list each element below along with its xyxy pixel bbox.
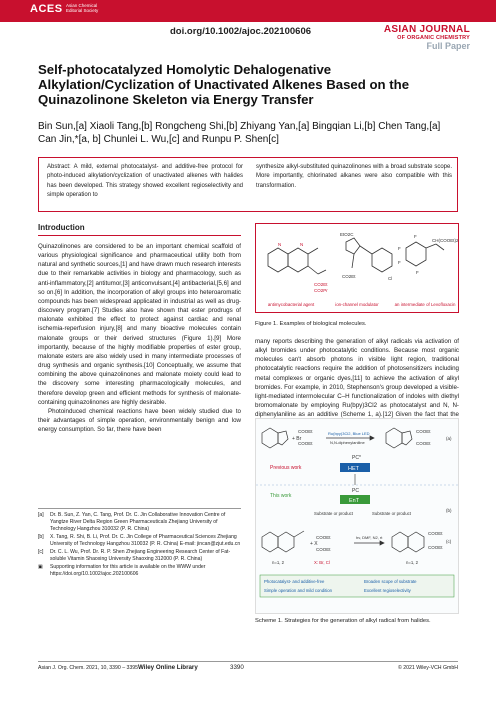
figure-1-caption: Figure 1. Examples of biological molecules.: [255, 321, 367, 327]
molecule-2-drawing: [346, 238, 392, 272]
scheme-ent: EnT: [349, 498, 360, 504]
svg-text:CO2Pr: CO2Pr: [314, 288, 328, 293]
scheme-1-drawing: [256, 419, 458, 613]
svg-text:N: N: [300, 242, 304, 247]
svg-text:COOEt: COOEt: [428, 531, 443, 536]
figure-1-label-3: an intermediate of Levofloxacin: [394, 302, 456, 307]
abstract-text-left: Abstract: A mild, external photocatalyst- and additive-free protocol for photo-induced alkylation/cyclization of unactivated alkenes with halides has been developed. This strategy showed excellent regioselectivity and simple operation to: [47, 164, 243, 199]
scheme-1: [255, 418, 459, 614]
svg-text:+ Br: + Br: [292, 436, 302, 442]
citation-info: Asian J. Org. Chem. 2021, 10, 3390 – 3395: [38, 665, 139, 671]
svg-text:COOEt: COOEt: [416, 429, 431, 434]
scheme-substrate-right: Substrate or product: [372, 511, 411, 516]
scheme-feature-4: Excellent regioselectivity: [364, 588, 411, 593]
svg-text:COOEt: COOEt: [298, 441, 313, 446]
scheme-n-left: n=1, 2: [272, 560, 285, 565]
footnote-item: [c] Dr. C. L. Wu, Prof. Dr. R. P. Shen Zhejiang Engineering Research Center of Fat-soluble Vitamin Shaoxing University Shaoxing 312000 (P. R. China): [38, 549, 231, 562]
scheme-pc: PC: [352, 488, 359, 494]
copyright: © 2021 Wiley-VCH GmbH: [397, 665, 458, 671]
intro-left-column: [38, 242, 241, 434]
figure-1-label-2: ion-channel modulator: [335, 302, 379, 307]
scheme-additive: N,N-diphenylaniline: [330, 440, 365, 445]
molecule-3-drawing: [406, 242, 444, 266]
svg-text:CH(COOEt)2: CH(COOEt)2: [432, 238, 458, 243]
scheme-reagent: Ru(bpy)3Cl2, Blue LED: [328, 431, 370, 436]
journal-title-line1: ASIAN JOURNAL: [383, 24, 470, 35]
affiliation-footnotes: [38, 512, 241, 579]
abstract-box: [38, 157, 458, 212]
molecule-1-drawing: [268, 248, 326, 274]
scheme-feature-1: Photocatalyst- and additive-free: [264, 579, 325, 584]
svg-text:COOEt: COOEt: [428, 545, 443, 550]
article-title: Self-photocatalyzed Homolytic Dehalogenative Alkylation/Cyclization of Unactivated Alkenes Based on the Quinazolinone Skeleton via Energy Transfer: [38, 62, 410, 107]
svg-text:F: F: [398, 246, 401, 251]
svg-text:CO2Et: CO2Et: [314, 282, 328, 287]
scheme-previous-work: Previous work: [270, 465, 302, 471]
scheme-het: HET: [348, 466, 359, 472]
svg-text:F: F: [416, 270, 419, 275]
footnote-item: [b] X. Tang, R. Shi, B. Li, Prof. Dr. C. Jin College of Pharmaceutical Sciences Zhejiang University of Technology Hangzhou 310032 (P. R. China) E-mail: jincan@zjut.edu.cn: [38, 534, 241, 547]
scheme-feature-2: Simple operation and mild condition: [264, 588, 333, 593]
supporting-info-note[interactable]: ▣ Supporting information for this article is available on the WWW under https://doi.org/10.1002/ajoc.202100606: [38, 564, 206, 577]
footnote-divider: [38, 508, 241, 509]
scheme-tag-b: (b): [446, 508, 452, 513]
intro-paragraph-1: Quinazolinones are considered to be an important chemical scaffold of various physiological significance and pharmaceutical utility both from natural and synthetic sources,[1] and have drawn much research interests due to their remarkable activities in biology and pharmacology, such as anti-inflammatory,[2] antitumor,[3] anticonvulsant,[4] antibacterial,[5,6] and so on.[6] In addition, the incorporation of alkyl groups into heteroaromatic compounds has been widespread applicated in industrial as well as drug-discovery program.[7] Studies also have shown that ester prodrugs of malonate exhibited the effect to protect against cardiac and renal ischemia-reperfusion injury,[8] and many bioactive molecules contain malonate groups or their derived structures (Figure 1).[9] More importantly, because of the highly modifiable properties of ester group, malonate esters are also widely used in many intermediate processes of drug synthesis and organic synthesis.[10] Conceptually, we assume that combining the above quinazolinones and malonate moiety could lead to the discovery some interesting pharmacologically molecules, and therefore develop green and efficient methods for synthesis of malonate-containing quinazolinones are highly desirable.: [38, 243, 241, 406]
scheme-condition-c: hv, DMF, N2, rt: [356, 535, 383, 540]
intro-right-column: many reports describing the generation of alkyl radicals via activation of alkyl bromides under photocatalytic conditions. Because most organic molecules can't absorb photons in visible light region, traditional photocatalytic reactions require the addition of photosensitizers including metal complexes or organic dyes,[11] to achieve the activation of alkyl bromides. For example, in 2010, Stephenson's group developed a visible-light-mediated intermolecular C–H functionalization of indoles with diethyl bromomalonate by employing Ru(bpy)3Cl2 as photocatalyst and N, N-diphenylaniline as an additive (Scheme 1, a).[12] Given the fact that the: [255, 338, 459, 419]
section-heading-introduction: Introduction: [38, 223, 85, 232]
scheme-n-right: n=1, 2: [406, 560, 419, 565]
scheme-pc-star: PC*: [352, 455, 361, 461]
section-divider: [38, 235, 241, 236]
svg-text:+ X: + X: [310, 541, 318, 547]
author-list: Bin Sun,[a] Xiaoli Tang,[b] Rongcheng Shi,[b] Zhiyang Yan,[a] Bingqian Li,[b] Chen Tang,[a] Can Jin,*[a, b] Chunlei L. Wu,[c] and Runpu P. Shen[c]: [38, 121, 441, 145]
scheme-feature-3: Broaden scope of substrate: [364, 579, 417, 584]
scheme-tag-a: (a): [446, 436, 452, 441]
scheme-substrate-left: Substrate or product: [314, 511, 353, 516]
article-type: Full Paper: [426, 41, 470, 51]
doi-link[interactable]: doi.org/10.1002/ajoc.202100606: [170, 26, 312, 37]
journal-title: [384, 24, 470, 51]
intro-paragraph-2: Photoinduced chemical reactions have been widely studied due to their advantages of simple operation, environmentally benign and low energy consumption. So far, there have been: [38, 407, 241, 434]
scheme-x-label: X: Br, Cl: [314, 560, 330, 565]
wiley-online-library[interactable]: Wiley Online Library: [138, 664, 198, 671]
svg-text:COOEt: COOEt: [316, 547, 331, 552]
abstract-text-right: synthesize alkyl-substituted quinazolinones with a broad substrate scope. More importantly, chlorinated alkanes were also compatible with this transformation.: [256, 164, 452, 189]
scheme-tag-c: (c): [446, 539, 452, 544]
scheme-1-caption: Scheme 1. Strategies for the generation of alkyl radical from halides.: [255, 618, 431, 624]
svg-text:COOEt: COOEt: [316, 535, 331, 540]
svg-text:EtO2C: EtO2C: [340, 232, 354, 237]
figure-1-label-1: antimycobacterial agent: [267, 302, 315, 307]
journal-title-line2: OF ORGANIC CHEMISTRY: [397, 35, 470, 41]
svg-text:F: F: [398, 260, 401, 265]
svg-text:CO2Et: CO2Et: [342, 274, 356, 279]
svg-text:COOEt: COOEt: [416, 441, 431, 446]
page-number: 3390: [230, 664, 244, 671]
svg-text:N: N: [278, 242, 282, 247]
svg-text:Cl: Cl: [388, 276, 393, 281]
aces-logo: ACES: [30, 3, 63, 15]
scheme-this-work: This work: [270, 493, 292, 499]
svg-text:COOEt: COOEt: [298, 429, 313, 434]
page-footer: [38, 665, 458, 675]
figure-1-structures: [256, 224, 458, 312]
svg-text:F: F: [414, 234, 417, 239]
aces-subtitle: Asian Chemical Editorial Society: [66, 3, 99, 13]
figure-1-box: [255, 223, 459, 313]
footnote-item: [a] Dr. B. Sun, Z. Yan, C. Tang, Prof. Dr. C. Jin Collaborative Innovation Centre of Yangtze River Delta Region Green Pharmaceuticals Zhejiang University of Technology Hangzhou 310032 (P. R. China): [38, 512, 226, 532]
footer-divider: [38, 661, 458, 662]
